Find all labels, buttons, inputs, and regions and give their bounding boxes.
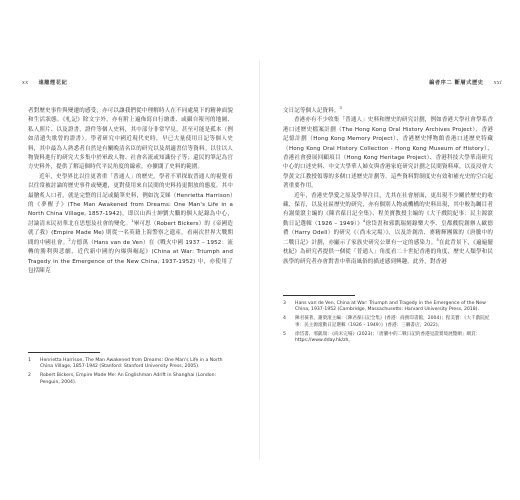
paragraph: 香港亦有不少收集「普通人」史料和歷史的研究計劃，例如香港大學社會學系香港口述歷史檔案計劃（The Hong Kong Oral History Archives Project）、香港記憶計劃（Hong Kong Memory Project）、香港歷史博物館香港口述歷史特藏（Hong Kong Oral History Collection - Hong Kong Museum of History）、香港社會發展回顧項目（Hong Kong Heritage Project）、香港科技大學華南研究中心的口述史料、中文大學華人婦女與香港家庭研究計劃之民間資料庫，以及浸會大學黃文江教授領導的多個口述歷史計劃等。這些資料對制度史有效和補充史的空白起著重要作用。 xyxy=(283,117,493,190)
footnote-ref[interactable]: 4 xyxy=(362,219,366,224)
footnote-ref[interactable]: 2 xyxy=(68,237,71,242)
footnote-number: 5 xyxy=(283,331,286,337)
footnote-text: Henrietta Harrison, The Man Awakened from Dreams: One Man's Life in a North China Village, 1857-1942 (Stanford: Stanford University Press, 2005). xyxy=(40,358,223,370)
footnote-ref[interactable]: 1 xyxy=(131,219,134,224)
footnote-ref[interactable]: 5 xyxy=(436,237,439,242)
right-body-text xyxy=(283,107,493,267)
footnote-number: 4 xyxy=(283,316,286,322)
page-number: xxi xyxy=(493,80,502,86)
paragraph: 近年，香港史學愛之原及學界注目，尤其在社會層面，更出現不少關於歷史的收藏、保育，以及社區歷史的研究，亦有個別人物或機構的史料出現，其中較為矚目者有謝榮滾主編的《陳君葆日記全集》、程美寶教授主編的《大千戲院紀事：民主源滾動日記選輯（1926 – 1949）》$^4$徐岱書和邪凱瑞刻錄樂大李、皇都戲院創辦人歐德禮（Harry Odell）的研究《〈尚未完場〉》，以及許創浩、麥精輝團隊的《唐騰中的二戰日記》計劃，亦顯示了家族史研究公眾有一定的感染力。$^5$在此背景下，《遍遍擺枕紀》為研究者提供一個從「普通人」角度看二十世紀香港的角度，歷史人類學和民族學的研究者亦會對書中華南風俗的描述感到興趣。此外，對香港 xyxy=(283,192,493,265)
footnotes xyxy=(28,358,233,389)
footnote-divider xyxy=(283,295,355,296)
paragraph: 近年，史學界比以往更著重「普通人」的歷史，學者不單探取普通人的視覺看以往常被討論的歷史事件或變遷，更對使用來自民間的史料持更開放的態度。其中最膾炙人口者，就是完整的日記或隨筆史料，例如沈艾娣（Henrietta Harrison）的《夢醒子》(The Man Awakened from Dreams: One Man's Life in a North China Village, 1857-1942)，即以山西士紳劉大鵬的個人紀錄為中心，討論清末民初華北在思想及社會的變化。$^1$畢可思（Robert Bickers）的《帝國造就了我》(Empire Made Me) 則從一名英籍上海警察之遺產，看兩次世界大戰期間的中國社會。$^2$方德萬（Hans van de Ven）在《戰火中國 1937 – 1952：流轉的勝利與悲劇，近代新中國的內爆與崛起》(China at War: Triumph and Tragedy in the Emergence of the New China, 1937-1952) 中，亦使用了包括陳克 xyxy=(28,173,234,274)
footnote xyxy=(28,358,233,371)
right-running-header xyxy=(429,80,502,87)
footnote-text: 陳君葆著、謝榮滾主編：《陳君葆日記全集》(香港：商務印書館，2004)；程美寶：《大千戲院紀事：民主源滾動日記選輯（1926 – 1949）》(香港：三聯書店，2022)。 xyxy=(295,316,490,328)
right-page xyxy=(260,0,520,500)
paragraph: 者對歷史事件與變遷的感受，亦可以讓我們從中理解時人在不同處境下的精神面貌和生活狀態。《札記》除文字外，亦有附上遍佈寫自行繪畫、或攝自報刊的地圖、私人照片、以及證書，證件等個人史料，其中部分非常罕見，甚至可能是孤本（例如清遺失歌曾的證書）。學者研究中國近現代史時，早已大量使用日記等個人史料，其中最為人熟悉者自然是有關晚清名臣的研究以及胡適書信等資料。以往以人物資料進行的研究大多集中於軍政人物、社會名流或知識份子等；還民的筆記為官方史料外，提供了解這個時代平民角度的線索，亦擴闊了史料的範圍。 xyxy=(28,108,233,171)
footnote xyxy=(283,301,493,314)
footnote-ref[interactable]: 3 xyxy=(339,106,342,111)
footnote-text: Hans van de Ven, China at War: Triumph and Tragedy in the Emergence of the New China, 1937-1952 (Cambridge, Massachusetts: Harvard University Press, 2018). xyxy=(295,301,486,313)
page-number: xx xyxy=(22,80,29,86)
footnote-number: 2 xyxy=(28,373,31,379)
paragraph: 文日記等個人記資料。$^3$ xyxy=(283,106,342,114)
left-body-text xyxy=(28,107,233,276)
footnote-text: 徐岱書、邪凱瑞：《尚未完場》(2023)；「唐騰中的二戰日記的香港見證實境展覽網」網頁：https://www.dday.hk/zh。 xyxy=(295,331,481,344)
footnotes xyxy=(283,301,493,347)
footnote-text: Robert Bickers, Empire Made Me: An Englishman Adrift in Shanghai (London: Penguin, 2004). xyxy=(40,373,217,385)
running-title: 遠離煙花紀 xyxy=(38,80,68,86)
left-running-header xyxy=(22,80,67,87)
footnote-number: 1 xyxy=(28,358,31,363)
running-title: 編者序二 斷層式歷史 xyxy=(429,80,484,86)
footnote xyxy=(283,332,493,345)
footnote xyxy=(283,316,493,329)
footnote-number: 3 xyxy=(283,301,286,306)
footnote-divider xyxy=(28,352,100,353)
footnote xyxy=(28,373,233,386)
